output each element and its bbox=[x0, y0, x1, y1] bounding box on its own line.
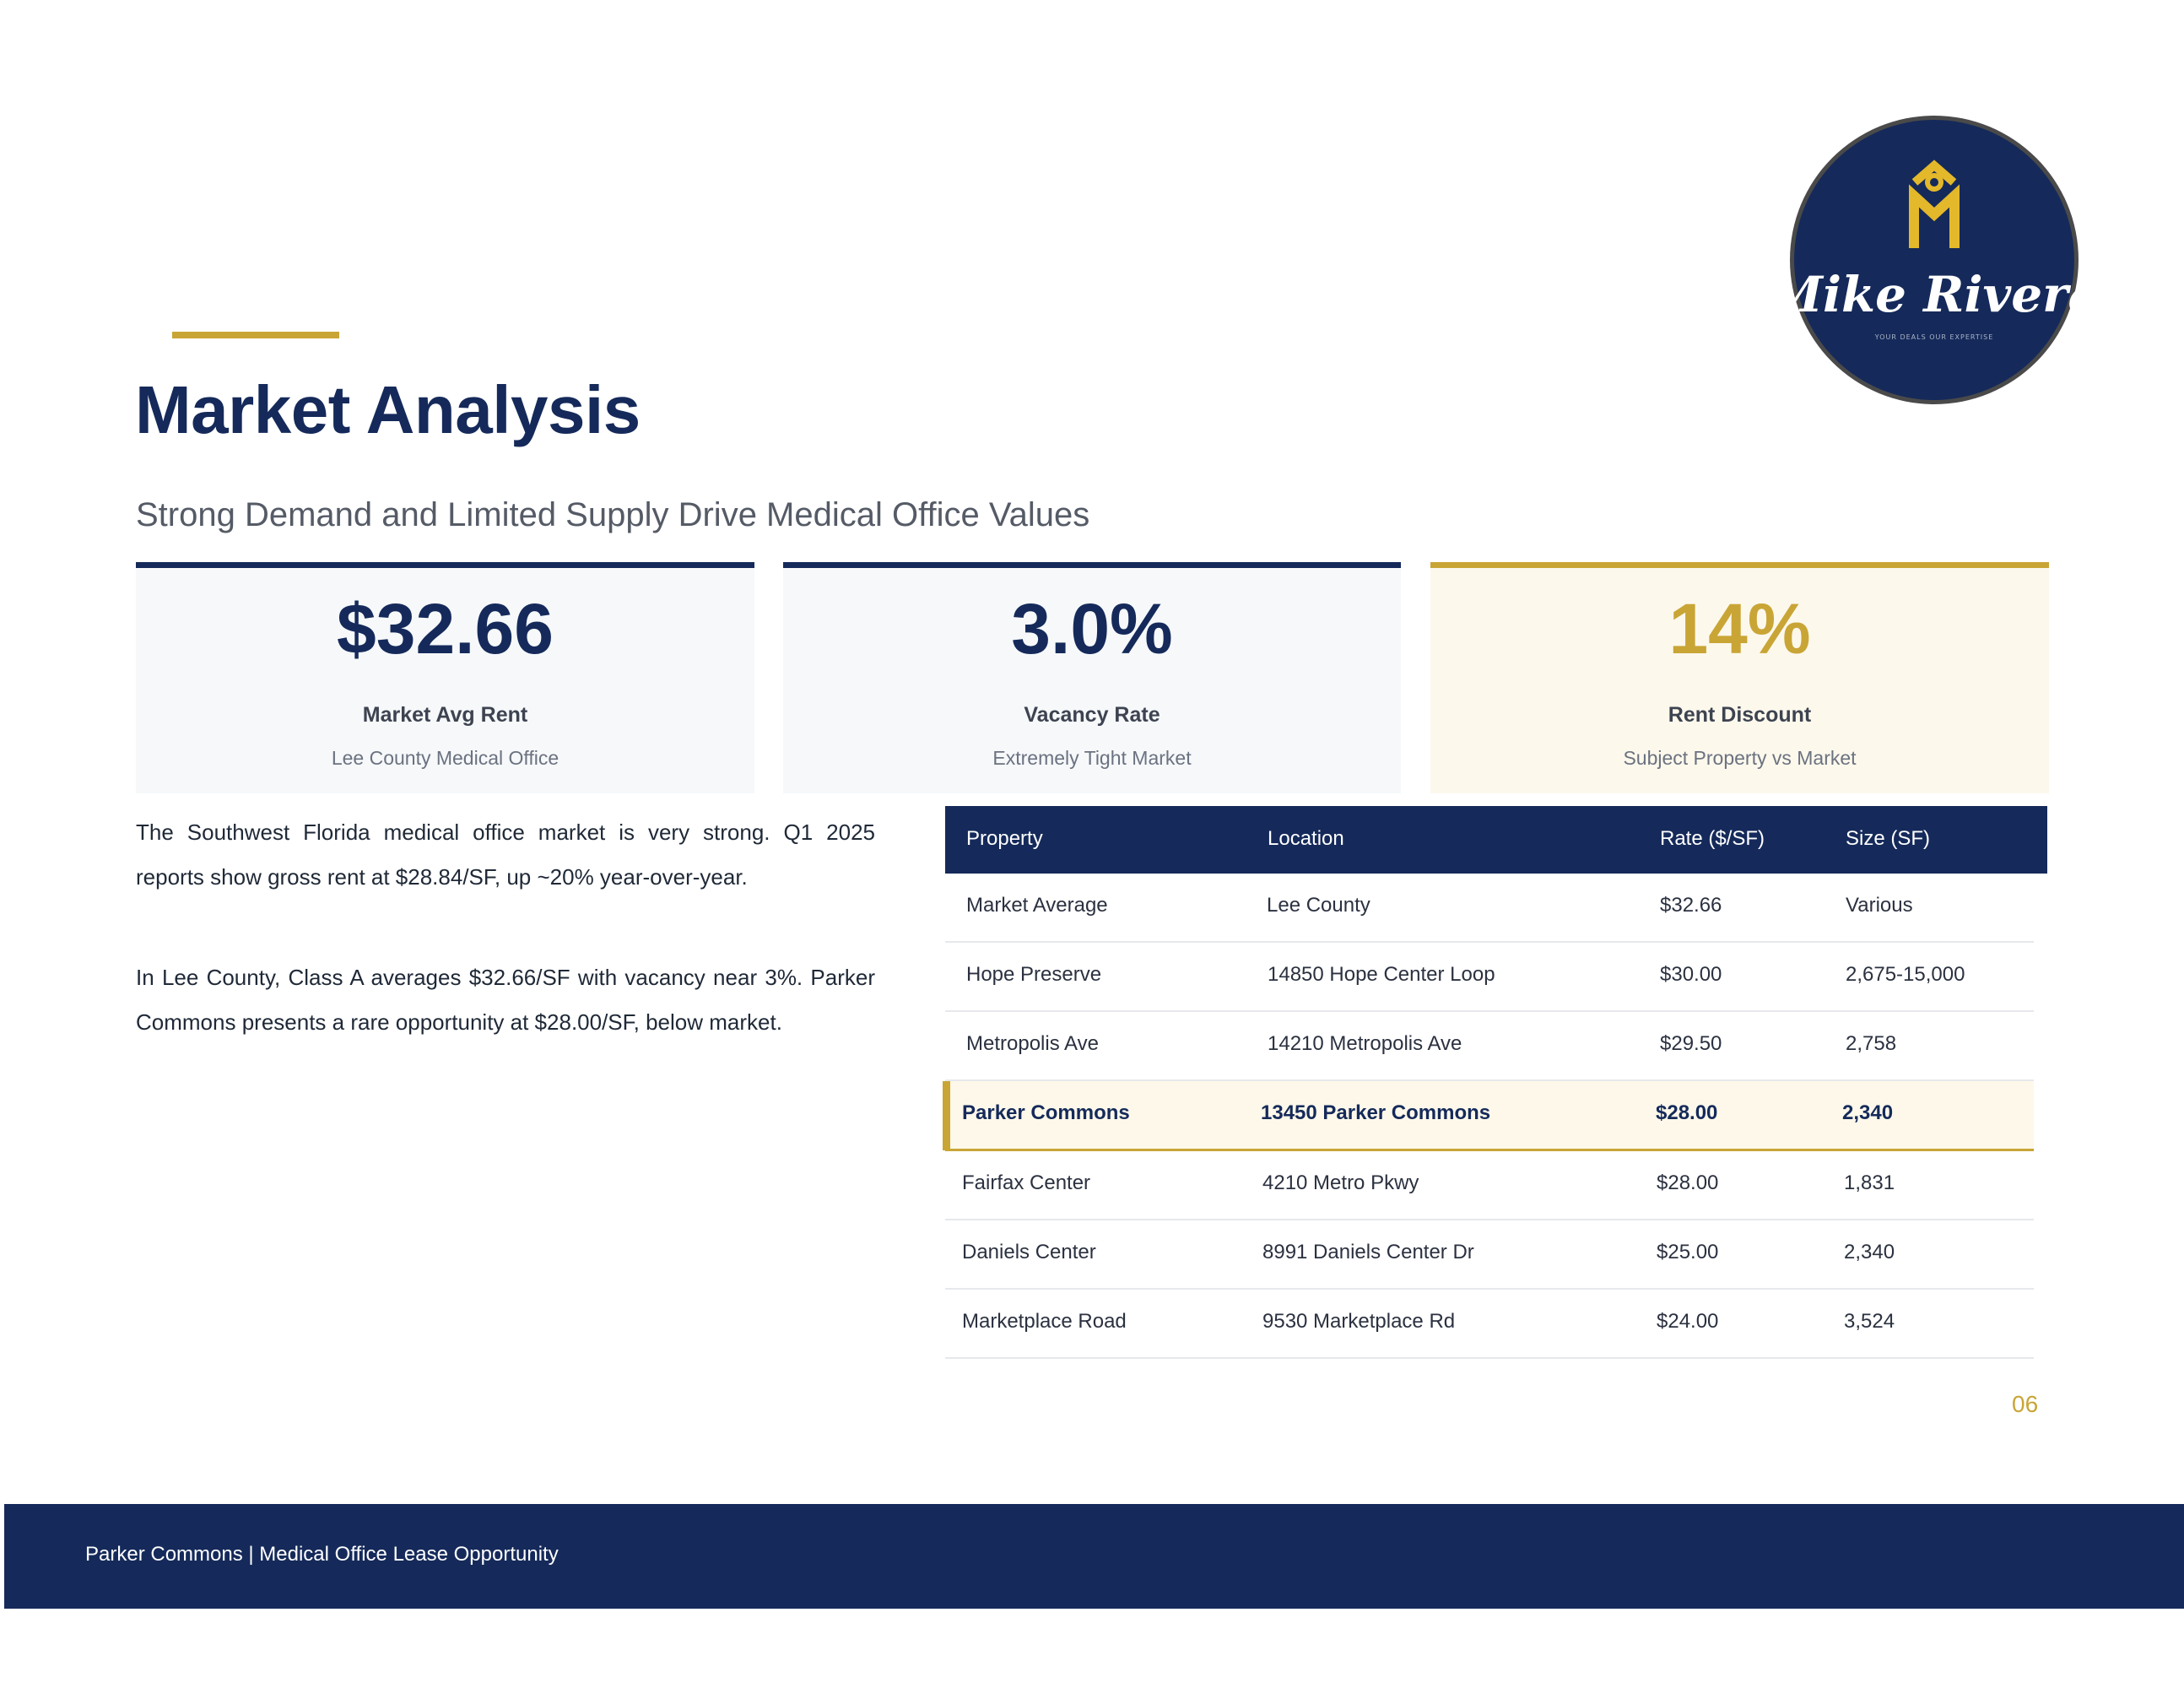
cell-size: 2,675-15,000 bbox=[1846, 963, 1965, 986]
cell-size: 2,340 bbox=[1844, 1241, 1895, 1263]
stat-card-rent-discount bbox=[1430, 562, 2049, 793]
market-paragraph-1: The Southwest Florida medical office market is very strong. Q1 2025 reports show gross rent at $28.84/SF, up ~20% year-over-year. bbox=[136, 820, 875, 890]
cell-property: Parker Commons bbox=[962, 1101, 1130, 1124]
cell-property: Daniels Center bbox=[962, 1241, 1096, 1263]
cell-location: 14850 Hope Center Loop bbox=[1268, 963, 1495, 986]
cell-location: Lee County bbox=[1267, 894, 1370, 917]
cell-rate: $30.00 bbox=[1660, 963, 1722, 986]
cell-location: 9530 Marketplace Rd bbox=[1262, 1310, 1456, 1333]
footer-text: Parker Commons | Medical Office Lease Opportunity bbox=[85, 1543, 559, 1566]
cell-rate: $29.50 bbox=[1660, 1032, 1722, 1055]
page-subtitle: Strong Demand and Limited Supply Drive Medical Office Values bbox=[136, 496, 1090, 533]
cell-property: Fairfax Center bbox=[962, 1171, 1091, 1194]
market-paragraph-2: In Lee County, Class A averages $32.66/SF with vacancy near 3%. Parker Commons presents a rare opportunity at $28.00/SF, below market. bbox=[136, 965, 875, 1035]
page-title: Market Analysis bbox=[135, 372, 641, 447]
cell-rate: $24.00 bbox=[1657, 1310, 1719, 1333]
cell-size: 1,831 bbox=[1844, 1171, 1895, 1194]
brand-logo bbox=[1768, 113, 2100, 407]
stat-card-vacancy bbox=[783, 562, 1401, 793]
title-accent-line bbox=[172, 332, 339, 338]
stat-label: Rent Discount bbox=[1668, 703, 1812, 727]
cell-location: 4210 Metro Pkwy bbox=[1262, 1171, 1419, 1194]
cell-size: Various bbox=[1846, 894, 1913, 917]
cell-size: 3,524 bbox=[1844, 1310, 1895, 1333]
column-header-size: Size (SF) bbox=[1846, 827, 1931, 850]
cell-property: Marketplace Road bbox=[962, 1310, 1127, 1333]
stat-value: $32.66 bbox=[337, 589, 554, 668]
highlight-accent-bar bbox=[943, 1081, 950, 1150]
cell-property: Metropolis Ave bbox=[966, 1032, 1099, 1055]
column-header-property: Property bbox=[966, 827, 1043, 850]
table-header bbox=[945, 806, 2047, 874]
svg-text:YOUR DEALS OUR EXPERTISE: YOUR DEALS OUR EXPERTISE bbox=[1874, 333, 1994, 341]
cell-property: Market Average bbox=[966, 894, 1108, 917]
column-header-location: Location bbox=[1268, 827, 1344, 850]
stat-value: 3.0% bbox=[1011, 589, 1173, 668]
cell-property: Hope Preserve bbox=[966, 963, 1102, 986]
cell-rate: $28.00 bbox=[1656, 1101, 1718, 1124]
table-row bbox=[945, 1012, 2034, 1081]
stat-subtext: Lee County Medical Office bbox=[331, 747, 560, 769]
table-row bbox=[945, 943, 2034, 1012]
stat-card-market-rent bbox=[136, 562, 754, 793]
stat-label: Vacancy Rate bbox=[1024, 703, 1160, 727]
stat-subtext: Subject Property vs Market bbox=[1623, 747, 1857, 769]
cell-location: 14210 Metropolis Ave bbox=[1268, 1032, 1462, 1055]
cell-location: 8991 Daniels Center Dr bbox=[1262, 1241, 1474, 1263]
stat-label: Market Avg Rent bbox=[362, 703, 528, 727]
table-row-highlighted bbox=[945, 1081, 2034, 1151]
page-number: 06 bbox=[2012, 1391, 2039, 1417]
table-row bbox=[945, 1151, 2034, 1220]
cell-rate: $28.00 bbox=[1657, 1171, 1719, 1194]
table-row bbox=[945, 1220, 2034, 1290]
column-header-rate: Rate ($/SF) bbox=[1660, 827, 1765, 850]
comparables-table bbox=[945, 806, 2047, 1359]
cell-size: 2,340 bbox=[1842, 1101, 1894, 1124]
footer-bar bbox=[4, 1504, 2184, 1609]
table-row bbox=[945, 874, 2034, 943]
stat-subtext: Extremely Tight Market bbox=[992, 747, 1192, 769]
cell-size: 2,758 bbox=[1846, 1032, 1897, 1055]
svg-text:Mike Rivera: Mike Rivera bbox=[1768, 266, 2100, 323]
cell-rate: $25.00 bbox=[1657, 1241, 1719, 1263]
table-row bbox=[945, 1290, 2034, 1359]
cell-location: 13450 Parker Commons bbox=[1261, 1101, 1491, 1124]
cell-rate: $32.66 bbox=[1660, 894, 1722, 917]
stat-value: 14% bbox=[1668, 589, 1811, 668]
